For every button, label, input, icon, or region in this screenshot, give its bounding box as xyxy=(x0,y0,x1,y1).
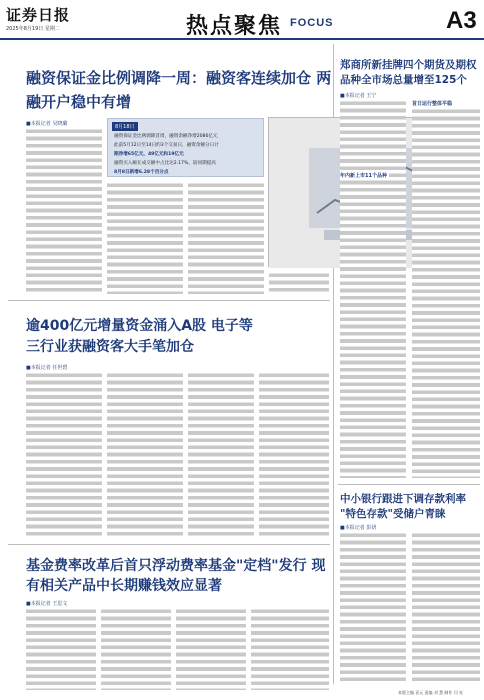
article3-byline: ■本报记者 王思文 xyxy=(26,601,68,607)
right-article1-byline: ■本报记者 王宁 xyxy=(340,93,377,99)
section-divider xyxy=(8,300,330,301)
key-data-box xyxy=(107,118,264,177)
key-data-tag: 8月18日 xyxy=(112,122,138,131)
lead-body-col1 xyxy=(26,128,102,294)
key-data-line: 融资保证金比例调降首周，融资余额净增2086亿元 xyxy=(114,134,218,139)
key-data-line: 期净增65亿元，49亿元和19亿元 xyxy=(114,152,184,157)
right-article2-byline: ■本报记者 彭妍 xyxy=(340,525,377,531)
editor-credits: 本版主编 袁元 责编 刘 慧 制作 闫 亮 xyxy=(398,690,463,695)
lead-byline: ■本报记者 吴晓璐 xyxy=(26,121,68,127)
key-data-line: 8月8日新增6.28个百分点 xyxy=(114,170,169,175)
article3-body-col3 xyxy=(176,608,246,690)
right-article1-headline: 郑商所新挂牌四个期货及期权品种全市场总量增至125个 xyxy=(340,59,477,86)
right-article1-col1 xyxy=(340,100,406,478)
article3-body-col4 xyxy=(251,608,329,690)
article2-byline: ■本报记者 任世碧 xyxy=(26,365,68,371)
right-article1-subhead: 年内新上市11个品种 xyxy=(340,173,387,179)
lead-body-col2 xyxy=(107,182,183,294)
key-data-line: 融资买入额在成交额中占比达2.17%，较同期提高 xyxy=(114,161,216,166)
article2-body-col2 xyxy=(107,372,183,536)
article2-body-col4 xyxy=(259,372,329,536)
section-english: FOCUS xyxy=(290,17,334,29)
right-article2-col2 xyxy=(412,532,480,682)
right-article1-col2 xyxy=(412,108,480,478)
issue-date: 2025年8月19日 星期二 xyxy=(6,26,60,32)
section-divider xyxy=(338,484,480,485)
lead-headline: 融资保证金比例调降一周：融资客连续加仓 两融开户稳中有增 xyxy=(26,69,332,111)
lead-body-col3 xyxy=(188,182,264,294)
article3-headline: 基金费率改革后首只浮动费率基金"定档"发行 现有相关产品中长期赚钱效应显著 xyxy=(26,558,326,594)
right-article2-headline: 中小银行跟进下调存款利率 "特色存款"受储户青睐 xyxy=(340,493,466,520)
section-title: 热点聚焦 xyxy=(186,14,283,39)
article3-body-col2 xyxy=(101,608,171,690)
article2-headline: 逾400亿元增量资金涌入A股 电子等三行业获融资客大手笔加仓 xyxy=(26,318,253,355)
article2-body-col3 xyxy=(188,372,254,536)
newspaper-logo: 证券日报 xyxy=(6,6,71,24)
lead-body-col4 xyxy=(269,272,329,294)
article2-body-col1 xyxy=(26,372,102,536)
page-number: A3 xyxy=(446,7,477,34)
section-divider xyxy=(8,544,330,545)
article3-body-col1 xyxy=(26,608,96,690)
right-article2-col1 xyxy=(340,532,406,682)
key-data-line: 此前5月12日至14日约3个交易日，融资余额分日计 xyxy=(114,143,219,148)
masthead xyxy=(0,0,484,40)
right-article1-subhead: 首日运行整体平稳 xyxy=(412,101,453,107)
